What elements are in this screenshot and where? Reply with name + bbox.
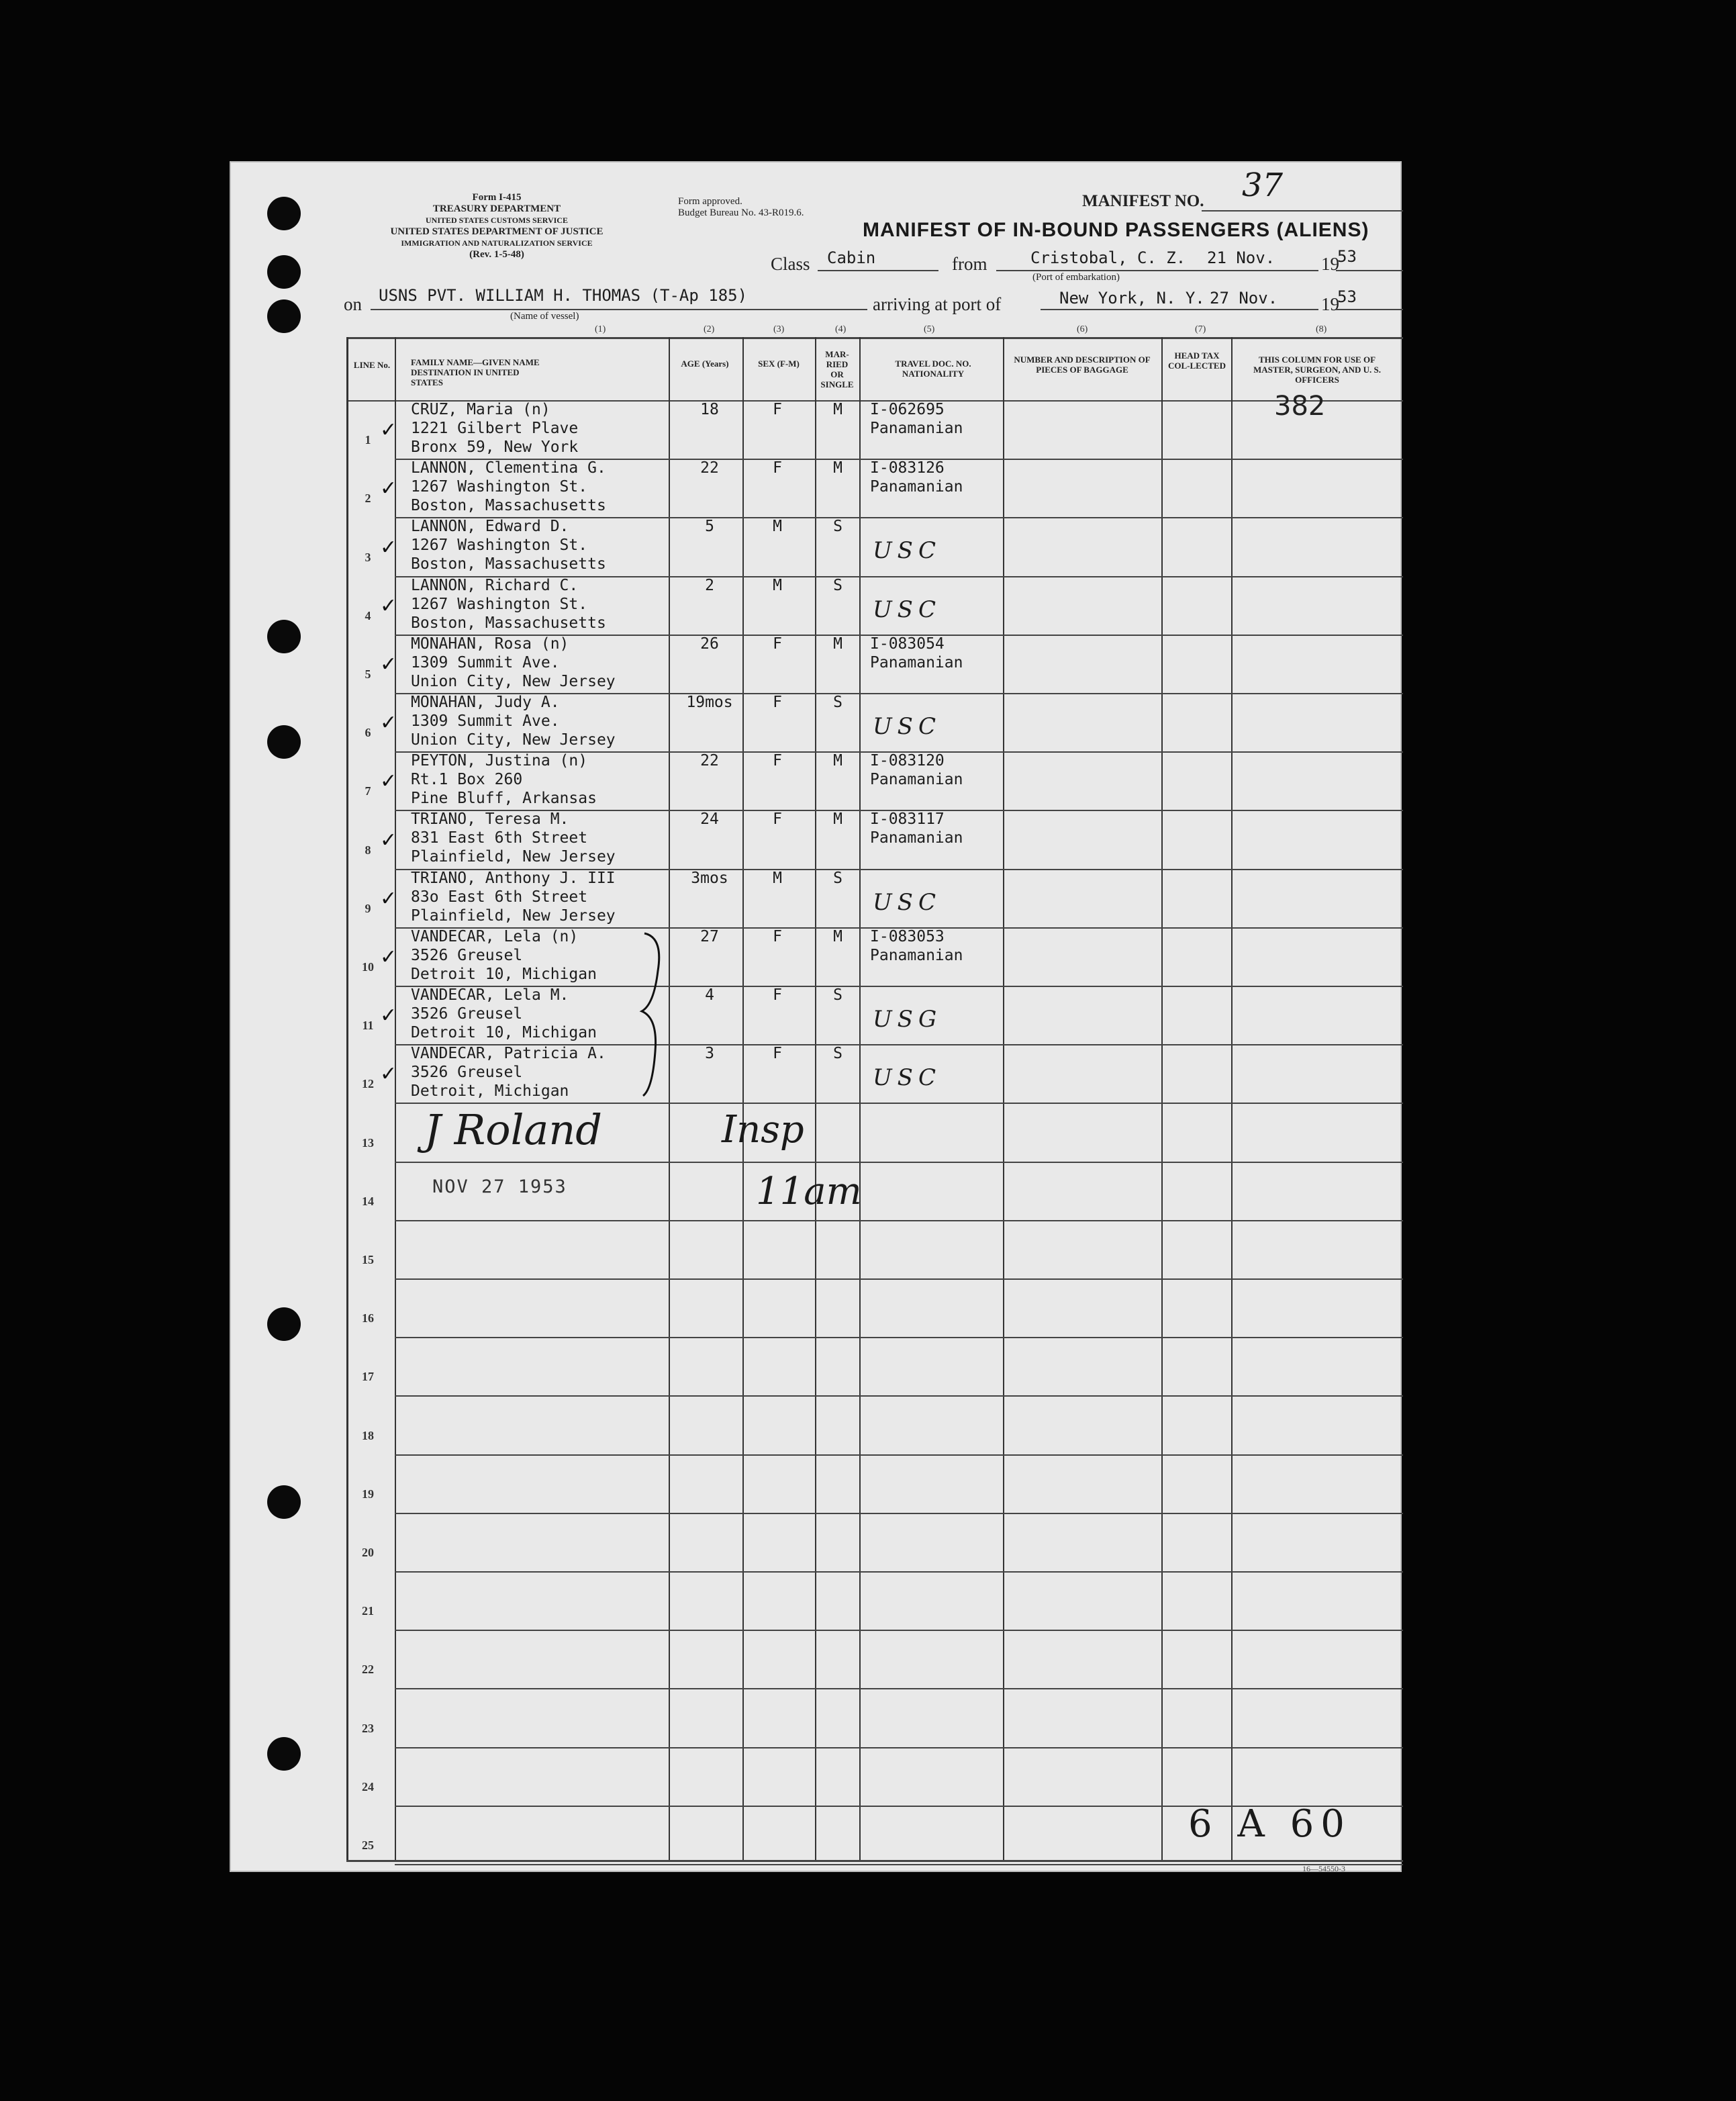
col-header-age: AGE (Years) [681, 359, 729, 369]
passenger-marital-status: M [833, 927, 842, 945]
passenger-age: 22 [700, 752, 719, 770]
line-number: 10 [362, 960, 374, 974]
passenger-age: 4 [705, 986, 714, 1004]
check-mark-icon: ✓ [380, 769, 397, 794]
line-number: 6 [365, 726, 371, 740]
passenger-sex: F [773, 927, 782, 945]
passenger-nationality: Panamanian [870, 829, 963, 847]
punch-hole [267, 1737, 301, 1771]
col-number: (6) [1077, 324, 1088, 334]
passenger-nationality: Panamanian [870, 478, 963, 496]
punch-hole [267, 620, 301, 653]
check-mark-icon: ✓ [380, 418, 397, 442]
passenger-address-street: 1309 Summit Ave. [411, 653, 560, 671]
check-mark-icon: ✓ [380, 653, 397, 676]
travel-doc-number: I-083053 [870, 927, 945, 945]
year-1: 53 [1337, 247, 1357, 266]
year-prefix-1: 19 [1321, 254, 1339, 274]
punch-hole [267, 725, 301, 759]
check-mark-icon: ✓ [380, 477, 397, 501]
line-number: 24 [362, 1779, 374, 1793]
line-number: 17 [362, 1370, 374, 1384]
passenger-address-street: 83o East 6th Street [411, 888, 588, 906]
punch-hole [267, 197, 301, 230]
passenger-name: VANDECAR, Lela M. [411, 986, 569, 1004]
passenger-address-city: Plainfield, New Jersey [411, 906, 616, 925]
inspection-date-stamp: NOV 27 1953 [432, 1176, 567, 1197]
passenger-marital-status: S [833, 694, 842, 711]
passenger-sex: F [773, 986, 782, 1004]
line-number: 25 [362, 1838, 374, 1852]
passenger-address-city: Plainfield, New Jersey [411, 848, 616, 866]
line-number: 1 [365, 433, 371, 447]
passenger-marital-status: S [833, 986, 842, 1004]
passenger-address-city: Boston, Massachusetts [411, 555, 606, 573]
passenger-sex: M [773, 869, 782, 887]
col-number: (5) [924, 324, 935, 334]
passenger-sex: F [773, 635, 782, 653]
from-date: 21 Nov. [1207, 248, 1275, 267]
travel-doc-number: I-083126 [870, 459, 945, 477]
year-prefix-2: 19 [1321, 294, 1339, 314]
inspection-time: 11am [756, 1170, 862, 1213]
passenger-marital-status: M [833, 635, 842, 653]
line-number: 5 [365, 667, 371, 681]
manifest-no-value: 37 [1242, 167, 1284, 204]
form-number: Form I-415 [472, 192, 522, 203]
passenger-address-city: Pine Bluff, Arkansas [411, 790, 597, 808]
passenger-address-city: Boston, Massachusetts [411, 614, 606, 632]
passenger-marital-status: S [833, 576, 842, 594]
line-number: 9 [365, 901, 371, 915]
ins-service: IMMIGRATION AND NATURALIZATION SERVICE [401, 238, 593, 248]
passenger-name: VANDECAR, Patricia A. [411, 1045, 606, 1063]
inspector-signature: J Roland [424, 1105, 602, 1154]
line-number: 21 [362, 1604, 374, 1618]
col-number: (1) [595, 324, 606, 334]
bottom-note: 6 A 60 [1188, 1802, 1351, 1846]
line-number: 20 [362, 1546, 374, 1559]
line-number: 12 [362, 1077, 374, 1091]
form-approved: Form approved. Budget Bureau No. 43-R019.6. [678, 196, 804, 218]
travel-doc-number: USG [873, 1006, 943, 1033]
manifest-no-label: MANIFEST NO. [1082, 192, 1204, 210]
on-label: on [344, 294, 362, 314]
check-mark-icon: ✓ [380, 828, 397, 852]
passenger-address-city: Bronx 59, New York [411, 438, 579, 456]
line-number: 8 [365, 843, 371, 857]
line-number: 14 [362, 1194, 374, 1208]
customs-service: UNITED STATES CUSTOMS SERVICE [426, 216, 568, 225]
passenger-age: 19mos [686, 694, 733, 711]
passenger-address-street: 3526 Greusel [411, 1064, 523, 1082]
line-number: 13 [362, 1135, 374, 1150]
passenger-sex: M [773, 576, 782, 594]
col-number: (2) [704, 324, 715, 334]
justice-department: UNITED STATES DEPARTMENT OF JUSTICE [390, 226, 604, 237]
from-label: from [952, 254, 987, 274]
passenger-marital-status: M [833, 810, 842, 829]
travel-doc-number: USC [873, 596, 941, 623]
passenger-address-city: Detroit 10, Michigan [411, 965, 597, 983]
inspector-title: Insp [722, 1108, 804, 1152]
arrival-date: 27 Nov. [1210, 289, 1278, 308]
passenger-address-street: 1221 Gilbert Plave [411, 420, 579, 437]
passenger-sex: F [773, 810, 782, 829]
line-number: 18 [362, 1428, 374, 1442]
travel-doc-number: I-083054 [870, 635, 945, 653]
punch-hole [267, 255, 301, 289]
col-header-head-tax: HEAD TAX COL-LECTED [1168, 351, 1226, 371]
passenger-sex: F [773, 752, 782, 770]
passenger-marital-status: S [833, 869, 842, 887]
year-2: 53 [1337, 287, 1357, 306]
passenger-address-city: Union City, New Jersey [411, 731, 616, 749]
passenger-name: LANNON, Clementina G. [411, 459, 606, 477]
arriving-label: arriving at port of [873, 294, 1002, 314]
passenger-address-street: Rt.1 Box 260 [411, 771, 523, 789]
passenger-name: MONAHAN, Rosa (n) [411, 635, 569, 653]
passenger-address-street: 1267 Washington St. [411, 478, 588, 496]
travel-doc-number: I-083117 [870, 810, 945, 829]
col-header-married: MAR-RIED OR SINGLE [820, 349, 854, 389]
passenger-age: 26 [700, 635, 719, 653]
travel-doc-number: I-062695 [870, 401, 945, 418]
vessel-caption: (Name of vessel) [510, 311, 579, 322]
passenger-marital-status: M [833, 401, 842, 418]
line-number: 4 [365, 608, 371, 622]
punch-hole [267, 299, 301, 333]
footer-code: 16—54550-3 [1302, 1864, 1345, 1873]
revision: (Rev. 1-5-48) [469, 249, 524, 260]
vessel-name: USNS PVT. WILLIAM H. THOMAS (T-Ap 185) [379, 286, 748, 305]
passenger-address-street: 3526 Greusel [411, 946, 523, 964]
check-mark-icon: ✓ [380, 594, 397, 618]
line-number: 2 [365, 492, 371, 506]
passenger-address-street: 1267 Washington St. [411, 536, 588, 555]
passenger-name: VANDECAR, Lela (n) [411, 927, 579, 945]
class-value: Cabin [827, 248, 876, 267]
check-mark-icon: ✓ [380, 711, 397, 735]
travel-doc-number: USC [873, 713, 941, 740]
line-number: 19 [362, 1487, 374, 1501]
passenger-name: LANNON, Richard C. [411, 576, 579, 594]
line-number: 23 [362, 1721, 374, 1735]
passenger-nationality: Panamanian [870, 946, 963, 964]
line-number: 15 [362, 1253, 374, 1266]
passenger-name: TRIANO, Teresa M. [411, 810, 569, 829]
passenger-marital-status: M [833, 752, 842, 770]
passenger-age: 24 [700, 810, 719, 829]
passenger-name: LANNON, Edward D. [411, 518, 569, 536]
passenger-sex: M [773, 518, 782, 536]
passenger-marital-status: M [833, 459, 842, 477]
check-mark-icon: ✓ [380, 1062, 397, 1086]
passenger-nationality: Panamanian [870, 771, 963, 789]
line-number: 7 [365, 784, 371, 798]
page-title: MANIFEST OF IN-BOUND PASSENGERS (ALIENS) [863, 219, 1369, 241]
line-number: 16 [362, 1311, 374, 1325]
line-number: 3 [365, 550, 371, 564]
passenger-nationality: Panamanian [870, 420, 963, 437]
check-mark-icon: ✓ [380, 945, 397, 969]
passenger-address-street: 1309 Summit Ave. [411, 712, 560, 730]
travel-doc-number: USC [873, 888, 941, 916]
col-header-officers: THIS COLUMN FOR USE OF MASTER, SURGEON, AND U. S. OFFICERS [1253, 355, 1381, 385]
passenger-marital-status: S [833, 1045, 842, 1063]
passenger-address-city: Boston, Massachusetts [411, 497, 606, 515]
col-header-name: FAMILY NAME—GIVEN NAME DESTINATION IN UNITED STATES [411, 357, 540, 387]
embarkation-caption: (Port of embarkation) [1032, 272, 1120, 283]
arrival-port: New York, N. Y. [1059, 289, 1205, 308]
col-number: (7) [1195, 324, 1206, 334]
passenger-nationality: Panamanian [870, 653, 963, 671]
passenger-age: 2 [705, 576, 714, 594]
passenger-name: PEYTON, Justina (n) [411, 752, 588, 770]
agency-block [336, 192, 658, 261]
col-header-travel-doc: TRAVEL DOC. NO. NATIONALITY [895, 359, 971, 379]
passenger-address-street: 831 East 6th Street [411, 829, 588, 847]
passenger-name: TRIANO, Anthony J. III [411, 869, 616, 887]
passenger-marital-status: S [833, 518, 842, 536]
passenger-sex: F [773, 401, 782, 418]
travel-doc-number: USC [873, 1064, 941, 1092]
punch-hole [267, 1307, 301, 1341]
passenger-age: 27 [700, 927, 719, 945]
col-header-line: LINE No. [353, 360, 391, 370]
passenger-address-street: 1267 Washington St. [411, 595, 588, 613]
passenger-sex: F [773, 694, 782, 711]
passenger-sex: F [773, 459, 782, 477]
line-number: 22 [362, 1663, 374, 1677]
col-number: (3) [773, 324, 785, 334]
check-mark-icon: ✓ [380, 1004, 397, 1028]
passenger-age: 3 [705, 1045, 714, 1063]
treasury-department: TREASURY DEPARTMENT [432, 203, 561, 214]
passenger-age: 22 [700, 459, 719, 477]
punch-hole [267, 1485, 301, 1519]
family-bracket-icon [638, 931, 671, 1099]
officer-note: 382 [1274, 391, 1326, 422]
passenger-address-street: 3526 Greusel [411, 1005, 523, 1023]
from-value: Cristobal, C. Z. [1030, 248, 1186, 267]
travel-doc-number: USC [873, 537, 941, 565]
col-number: (8) [1316, 324, 1327, 334]
passenger-address-city: Detroit 10, Michigan [411, 1024, 597, 1041]
passenger-address-city: Union City, New Jersey [411, 672, 616, 690]
passenger-name: MONAHAN, Judy A. [411, 694, 560, 711]
travel-doc-number: I-083120 [870, 752, 945, 770]
passenger-age: 3mos [691, 869, 728, 887]
passenger-address-city: Detroit, Michigan [411, 1082, 569, 1101]
class-label: Class [771, 254, 810, 274]
passenger-age: 18 [700, 401, 719, 418]
passenger-age: 5 [705, 518, 714, 536]
col-header-sex: SEX (F-M) [758, 359, 800, 369]
passenger-sex: F [773, 1045, 782, 1063]
passenger-name: CRUZ, Maria (n) [411, 401, 550, 418]
line-number: 11 [362, 1019, 374, 1033]
check-mark-icon: ✓ [380, 886, 397, 911]
col-header-baggage: NUMBER AND DESCRIPTION OF PIECES OF BAGGAGE [1014, 355, 1151, 375]
check-mark-icon: ✓ [380, 535, 397, 559]
col-number: (4) [835, 324, 847, 334]
